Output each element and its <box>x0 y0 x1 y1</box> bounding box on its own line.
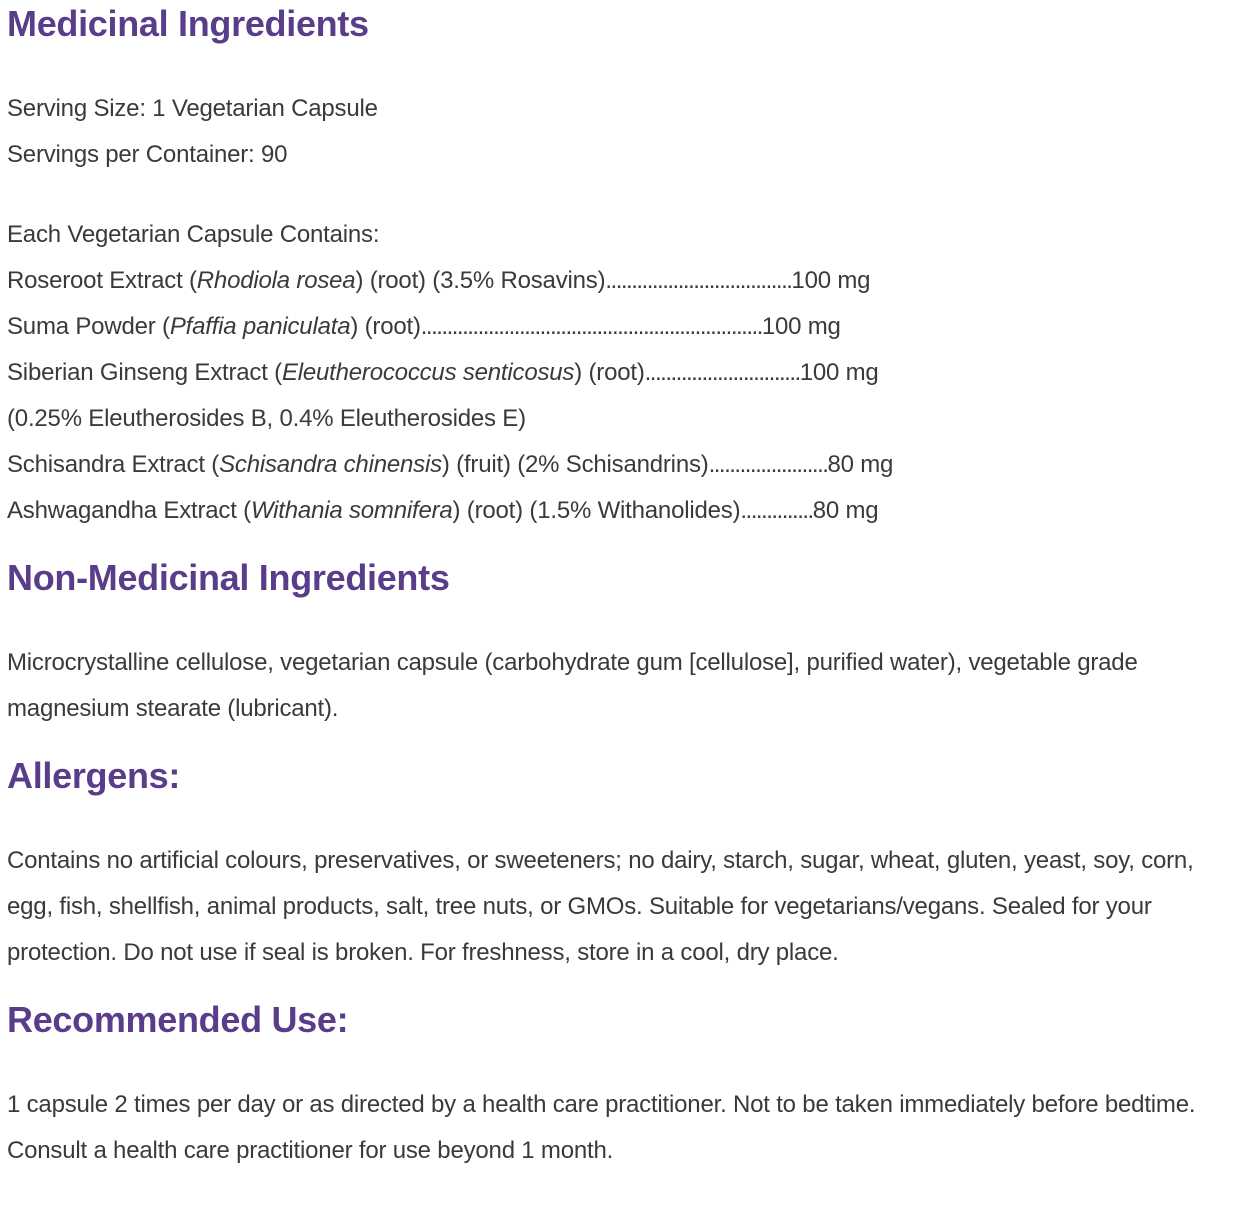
ingredient-amount: 80 mg <box>812 497 879 524</box>
ingredient-list <box>7 258 1243 534</box>
ingredient-detail: ) (root) <box>574 359 645 386</box>
non-medicinal-ingredients-heading: Non-Medicinal Ingredients <box>7 557 450 598</box>
ingredient-note: (0.25% Eleutherosides B, 0.4% Eleutherosides E) <box>7 405 526 432</box>
ingredient-name: Ashwagandha Extract ( <box>7 497 251 524</box>
recommended-use-text: 1 capsule 2 times per day or as directed by a health care practitioner. Not to be taken immediately before bedtime. Consult a health care practitioner for use beyond 1 month. <box>7 1091 1196 1164</box>
ingredient-leader-dots: .................................................................. <box>420 313 762 340</box>
allergens-heading: Allergens: <box>7 755 181 796</box>
ingredient-leader-dots: .............................. <box>644 359 800 386</box>
allergens-text: Contains no artificial colours, preservatives, or sweeteners; no dairy, starch, sugar, wheat, gluten, yeast, soy, corn, egg, fish, shellfish, animal products, salt, tree nuts, or GMOs. Suitable for vegetarians/vegans. Sealed for your protection. Do not use if seal is broken. For freshness, store in a cool, dry place. <box>7 847 1194 966</box>
medicinal-ingredients-heading: Medicinal Ingredients <box>7 3 369 44</box>
ingredient-name: Siberian Ginseng Extract ( <box>7 359 282 386</box>
ingredient-name: Roseroot Extract ( <box>7 267 197 294</box>
ingredient-amount: 80 mg <box>827 451 894 478</box>
ingredient-row <box>7 350 1243 396</box>
ingredient-latin-name: Rhodiola rosea <box>196 267 356 294</box>
ingredient-leader-dots: ....................... <box>708 451 828 478</box>
ingredient-latin-name: Schisandra chinensis <box>219 451 442 478</box>
ingredient-amount: 100 mg <box>791 267 871 294</box>
ingredient-detail: ) (root) (1.5% Withanolides) <box>452 497 741 524</box>
ingredient-row <box>7 304 1243 350</box>
ingredient-detail: ) (root) (3.5% Rosavins) <box>355 267 606 294</box>
ingredient-name: Suma Powder ( <box>7 313 170 340</box>
ingredient-row <box>7 488 1243 534</box>
capsule-contains-label: Each Vegetarian Capsule Contains: <box>7 221 380 248</box>
ingredient-latin-name: Eleutherococcus senticosus <box>281 359 575 386</box>
ingredient-amount: 100 mg <box>799 359 879 386</box>
ingredient-latin-name: Pfaffia paniculata <box>169 313 351 340</box>
ingredient-leader-dots: .................................... <box>605 267 792 294</box>
ingredient-detail: ) (fruit) (2% Schisandrins) <box>441 451 709 478</box>
recommended-use-heading: Recommended Use: <box>7 999 349 1040</box>
product-info <box>7 0 1243 1174</box>
ingredient-detail: ) (root) <box>350 313 421 340</box>
ingredient-latin-name: Withania somnifera <box>250 497 453 524</box>
servings-per-container: Servings per Container: 90 <box>7 141 288 168</box>
ingredient-leader-dots: .............. <box>740 497 813 524</box>
non-medicinal-text: Microcrystalline cellulose, vegetarian capsule (carbohydrate gum [cellulose], purified water), vegetable grade magnesium stearate (lubricant). <box>7 649 1138 722</box>
ingredient-row <box>7 258 1243 304</box>
ingredient-row <box>7 442 1243 488</box>
ingredient-name: Schisandra Extract ( <box>7 451 220 478</box>
ingredient-amount: 100 mg <box>761 313 841 340</box>
serving-size: Serving Size: 1 Vegetarian Capsule <box>7 95 378 122</box>
